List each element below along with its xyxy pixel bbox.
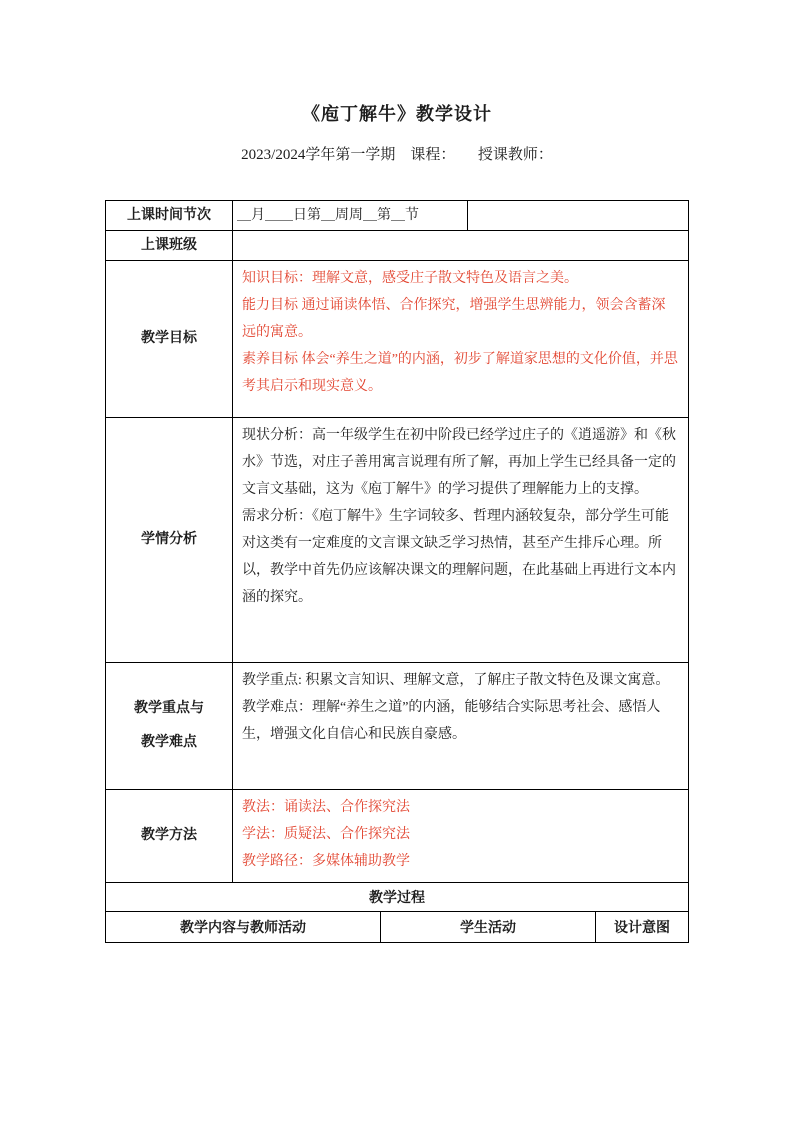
keypoints-label (106, 663, 233, 790)
keypoints-content (233, 663, 689, 790)
methods-content (233, 790, 689, 883)
class-name-label: 上课班级 (106, 231, 233, 261)
keypoints-focus: 教学重点: 积累文言知识、理解文意，了解庄子散文特色及课文寓意。 (242, 673, 670, 688)
class-time-value: ＿月＿＿日第＿周周＿第＿节 (233, 201, 468, 231)
keypoints-difficulty: 教学难点：理解“养生之道”的内涵，能够结合实际思考社会、感悟人生，增强文化自信心和民族自豪感。 (242, 700, 661, 742)
analysis-label: 学情分析 (106, 418, 233, 663)
class-time-extra-cell (468, 201, 689, 231)
row-process-columns (106, 912, 689, 943)
objective-ability: 能力目标 通过诵读体悟、合作探究，增强学生思辨能力，领会含蓄深远的寓意。 (242, 298, 666, 340)
row-objectives (106, 261, 689, 418)
keypoints-label-line1: 教学重点与 (134, 701, 204, 716)
row-process-header (106, 883, 689, 912)
row-keypoints (106, 663, 689, 790)
analysis-needs: 需求分析：《庖丁解牛》生字词较多、哲理内涵较复杂，部分学生可能对这类有一定难度的文言课文缺乏学习热情，甚至产生排斥心理。所以，教学中首先仍应该解决课文的理解问题，在此基础上再进行文本内涵的探究。 (242, 509, 676, 605)
col-student-activity: 学生活动 (381, 912, 596, 943)
row-class-time (106, 201, 689, 231)
objectives-label: 教学目标 (106, 261, 233, 418)
col-design-intent: 设计意图 (596, 912, 689, 943)
row-class-name (106, 231, 689, 261)
col-teacher-activity: 教学内容与教师活动 (106, 912, 381, 943)
analysis-content (233, 418, 689, 663)
objective-literacy: 素养目标 体会“养生之道”的内涵，初步了解道家思想的文化价值，并思考其启示和现实意义。 (242, 352, 678, 394)
keypoints-label-line2: 教学难点 (141, 735, 197, 750)
class-time-label: 上课时间节次 (106, 201, 233, 231)
class-name-value (233, 231, 689, 261)
row-analysis (106, 418, 689, 663)
doc-title: 《庖丁解牛》教学设计 (302, 104, 492, 124)
analysis-current: 现状分析：高一年级学生在初中阶段已经学过庄子的《逍遥游》和《秋水》节选，对庄子善用寓言说理有所了解，再加上学生已经具备一定的文言文基础，这为《庖丁解牛》的学习提供了理解能力上的支撑。 (242, 428, 676, 497)
teaching-design-table (105, 200, 689, 943)
methods-label: 教学方法 (106, 790, 233, 883)
objective-knowledge: 知识目标：理解文意，感受庄子散文特色及语言之美。 (242, 271, 578, 286)
objectives-content (233, 261, 689, 418)
methods-teaching: 教法：诵读法、合作探究法 (242, 800, 410, 815)
row-methods (106, 790, 689, 883)
methods-path: 教学路径：多媒体辅助教学 (242, 854, 410, 869)
methods-learning: 学法：质疑法、合作探究法 (242, 827, 410, 842)
process-title: 教学过程 (106, 883, 689, 912)
doc-subtitle: 2023/2024学年第一学期 课程： 授课教师： (241, 147, 553, 163)
